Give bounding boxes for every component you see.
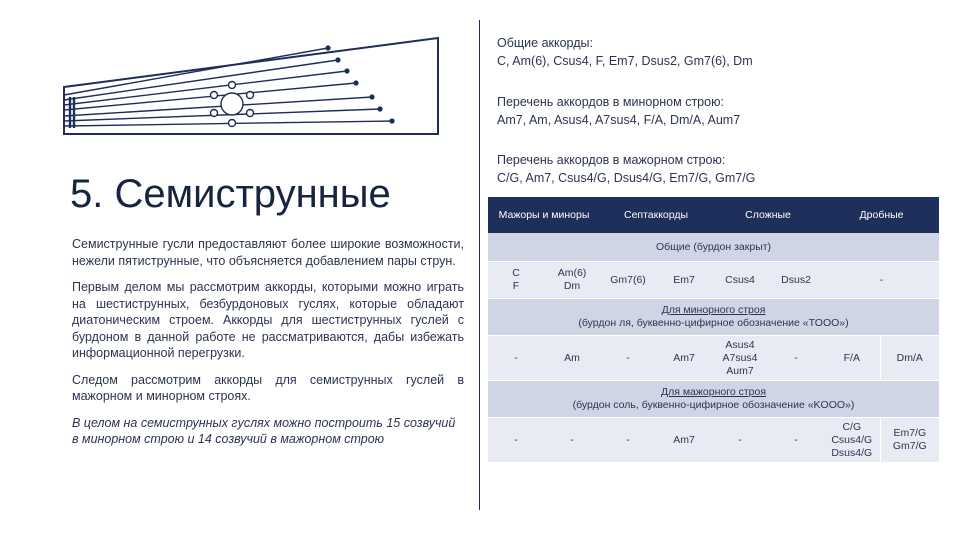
cell: Csus4 bbox=[712, 262, 768, 299]
cell bbox=[824, 418, 880, 463]
common-chords-heading: Общие аккорды: bbox=[497, 36, 593, 50]
cell-line: Aum7 bbox=[726, 364, 754, 377]
chords-table bbox=[488, 197, 939, 463]
minor-chords-list: Am7, Am, Asus4, A7sus4, F/A, Dm/A, Aum7 bbox=[497, 113, 741, 127]
paragraph-3: Следом рассмотрим аккорды для семиструнных гуслей в мажорном и минорном строях. bbox=[72, 372, 464, 403]
vertical-divider bbox=[479, 20, 480, 510]
gusli-nut bbox=[70, 97, 74, 128]
cell-line: Csus4/G bbox=[831, 433, 873, 446]
cell: - bbox=[824, 262, 939, 299]
minor-chords-heading: Перечень аккордов в минорном строю: bbox=[497, 95, 724, 109]
cell-line: Gm7/G bbox=[892, 440, 927, 452]
summary-italic: В целом на семиструнных гуслях можно построить 15 созвучий в минорном строю и 14 созвучий в мажорном строю bbox=[72, 415, 456, 446]
band-minor-label bbox=[488, 299, 939, 336]
cell bbox=[712, 336, 768, 381]
common-chords-list: C, Am(6), Csus4, F, Em7, Dsus2, Gm7(6), Dm bbox=[497, 54, 753, 68]
band-minor-subtitle: (бурдон ля, буквенно-цифирное обозначение «TOOO») bbox=[578, 317, 849, 329]
cell: Gm7(6) bbox=[600, 262, 656, 299]
cell: - bbox=[768, 418, 824, 463]
gusli-rosette bbox=[211, 82, 254, 127]
cell: Dsus2 bbox=[768, 262, 824, 299]
paragraph-1: Семиструнные гусли предоставляют более широкие возможности, нежели пятиструнные, что объясняется добавлением пары струн. bbox=[72, 237, 464, 268]
cell: Am7 bbox=[656, 336, 712, 381]
cell-line: F bbox=[512, 280, 520, 292]
major-chords-list: C/G, Am7, Csus4/G, Dsus4/G, Em7/G, Gm7/G bbox=[497, 171, 756, 185]
cell-line: Asus4 bbox=[725, 338, 755, 351]
cell: - bbox=[544, 418, 600, 463]
table-row bbox=[488, 418, 939, 463]
table-header-row bbox=[488, 197, 939, 233]
band-major-title: Для мажорного строя bbox=[661, 386, 767, 398]
cell-line: Dm bbox=[563, 280, 581, 292]
major-chords-heading: Перечень аккордов в мажорном строю: bbox=[497, 153, 726, 167]
band-major bbox=[488, 381, 939, 418]
cell-line: C bbox=[512, 267, 520, 279]
gusli-body-outline bbox=[64, 38, 438, 134]
cell: - bbox=[712, 418, 768, 463]
paragraph-2: Первым делом мы рассмотрим аккорды, которыми можно играть на шестиструнных, безбурдоновых гуслях, которые обладают диатоническим строем. Аккорды для шестиструнных гуслей с бурдоном в данной работе не рассматриваются, дабы избежать информационной перегрузки. bbox=[72, 280, 464, 360]
major-chords-block bbox=[497, 151, 937, 187]
cell: - bbox=[488, 336, 544, 381]
band-major-subtitle: (бурдон соль, буквенно-цифирное обозначение «KOOO») bbox=[572, 399, 855, 411]
band-common bbox=[488, 233, 939, 262]
cell bbox=[488, 262, 544, 299]
table-row bbox=[488, 336, 939, 381]
band-minor bbox=[488, 299, 939, 336]
cell: - bbox=[768, 336, 824, 381]
band-minor-title: Для минорного строя bbox=[661, 304, 766, 316]
header-complex: Сложные bbox=[712, 197, 824, 233]
page-title: 5. Семиструнные bbox=[70, 172, 391, 216]
cell: Em7 bbox=[656, 262, 712, 299]
cell-line: Em7/G bbox=[893, 427, 927, 439]
cell-line: Am(6) bbox=[557, 267, 587, 279]
cell-line: A7sus4 bbox=[722, 351, 758, 364]
cell: Dm/A bbox=[880, 336, 939, 381]
minor-chords-block bbox=[497, 93, 937, 129]
table-row bbox=[488, 262, 939, 299]
cell-line: C/G bbox=[842, 420, 862, 433]
cell: - bbox=[600, 336, 656, 381]
common-chords-block bbox=[497, 34, 937, 70]
left-text-block bbox=[72, 236, 464, 458]
cell bbox=[544, 262, 600, 299]
band-major-label bbox=[488, 381, 939, 418]
cell: Am7 bbox=[656, 418, 712, 463]
header-seventh-chords: Септаккорды bbox=[600, 197, 712, 233]
cell-line: Dsus4/G bbox=[831, 446, 873, 459]
cell bbox=[880, 418, 939, 463]
band-common-label: Общие (бурдон закрыт) bbox=[488, 233, 939, 262]
cell: - bbox=[488, 418, 544, 463]
cell: Am bbox=[544, 336, 600, 381]
cell: - bbox=[600, 418, 656, 463]
header-majors-minors: Мажоры и миноры bbox=[488, 197, 600, 233]
header-slash-chords: Дробные bbox=[824, 197, 939, 233]
cell: F/A bbox=[824, 336, 880, 381]
